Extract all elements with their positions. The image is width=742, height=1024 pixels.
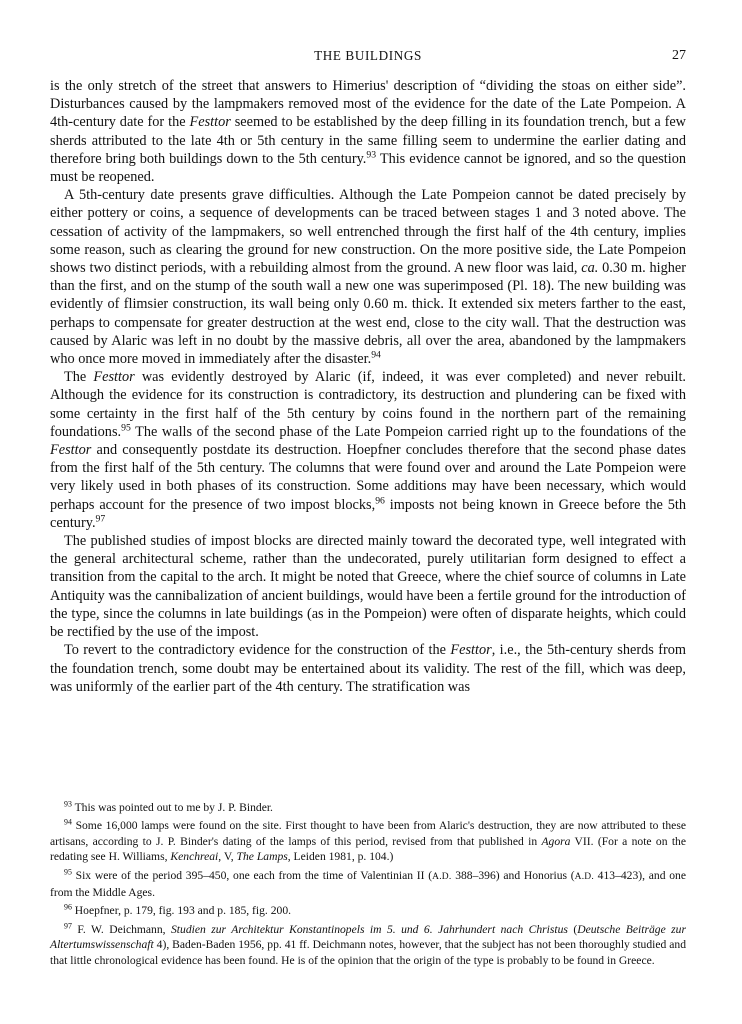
italic-text: Festtor	[50, 442, 92, 459]
footnote-number: 93	[64, 799, 72, 809]
text-run: VII. (For a note on the redating see H. Williams,	[50, 834, 686, 864]
footnote-number: 97	[64, 921, 72, 931]
italic-text: Festtor	[450, 642, 492, 659]
italic-text: Festtor	[93, 369, 135, 386]
text-run: seemed to be established by the deep filling in its foundation trench, but a few sherds attributed to the late 4th or 5th century in the same filling seem to undermine the earlier dating and therefore bring both buildings down to the 5th century.	[50, 114, 687, 167]
footnote	[50, 922, 686, 968]
text-run: A 5th-century date presents grave difficulties. Although the Late Pompeion cannot be dated precisely by either pottery or coins, a sequence of developments can be traced between stages 1 and 3 noted above. The cessation of activity of the lampmakers, so well entrenched through the first half of the 4th century, implies some reason, such as clearing the ground for new construction. On the more positive side, the Late Pompeion shows two distinct periods, with a rebuilding almost from the ground. A new floor was laid,	[50, 187, 686, 277]
text-run: and consequently postdate its destruction. Hoepfner concludes therefore that the second phase dates from the first half of the 5th century. The columns that were found over and around the Late Pompeion were very likely used in both phases of its construction. Some additions may have been necessary, which would perhaps account for the presence of two impost blocks,	[50, 442, 686, 513]
text-run: was evidently destroyed by Alaric (if, indeed, it was ever completed) and never rebuilt. Although the evidence for its construction is contradictory, its destruction and plundering can be fixed with some certainty in the first half of the 5th century by coins found in the northern part of the remaining foundations.	[50, 369, 686, 440]
text-run: 0.30 m. higher than the first, and on the stump of the south wall a new one was superimposed (Pl. 18). The new building was evidently of flimsier construction, its wall being only 0.60 m. thick. It extended six meters farther to the east, perhaps to compensate for greater destruction at the west end, close to the city wall. That the destruction was caused by Alaric was left in no doubt by the massive debris, all over the area, abandoned by the lampmakers who once more moved in immediately after the disaster.	[50, 260, 686, 368]
text-run: 4), Baden-Baden 1956, pp. 41 ff. Deichmann notes, however, that the subject has not been thoroughly studied and that little chronological evidence has been found. He is of the opinion that the origin of the type is probably to be found in Greece.	[50, 938, 686, 967]
text-run: imposts not being known in Greece before the 5th century.	[50, 496, 686, 531]
text-run: 388–396) and Honorius (	[451, 868, 575, 882]
small-caps-text: A.D.	[432, 871, 452, 882]
italic-text: Studien zur Architektur Konstantinopels im 5. und 6. Jahrhundert nach Christus	[171, 922, 568, 936]
text-run: , Leiden 1981, p. 104.)	[287, 850, 394, 864]
text-run: 413–423), and one from the Middle Ages.	[50, 868, 686, 900]
text-run: , i.e., the 5th-century sherds from the foundation trench, some doubt may be entertained about its validity. The rest of the fill, which was deep, was uniformly of the earlier part of the 4th century. The stratification was	[50, 642, 686, 695]
text-run: Six were of the period 395–450, one each from the time of Valentinian II (	[75, 868, 433, 882]
footnote-ref: 96	[375, 495, 385, 507]
footnote-number: 94	[64, 818, 72, 828]
italic-text: Festtor	[189, 114, 231, 131]
footnote-ref: 95	[121, 422, 131, 434]
body-paragraph	[50, 186, 686, 368]
text-run: F. W. Deichmann,	[77, 922, 171, 936]
footnote-ref: 97	[95, 513, 106, 525]
footnote-ref: 93	[366, 149, 377, 161]
footnote	[50, 818, 686, 864]
running-title: THE BUILDINGS	[314, 48, 422, 63]
italic-text: Kenchreai	[170, 850, 219, 864]
text-run: , V,	[218, 850, 237, 864]
small-caps-text: A.D.	[574, 871, 594, 882]
footnote	[50, 903, 686, 918]
text-run: To revert to the contradictory evidence for the construction of the	[64, 642, 451, 659]
italic-text: The Lamps	[236, 850, 288, 864]
text-run: The	[64, 369, 94, 386]
italic-text: Agora	[541, 834, 571, 848]
page-header	[50, 48, 686, 66]
footnote-number: 96	[64, 903, 72, 913]
body-paragraph	[50, 532, 686, 641]
footnote-ref: 94	[371, 349, 381, 361]
text-run: This was pointed out to me by J. P. Binder.	[74, 801, 273, 814]
body-paragraph	[50, 641, 686, 696]
text-run: The walls of the second phase of the Late Pompeion carried right up to the foundations of the	[130, 423, 686, 440]
text-run: (	[567, 922, 578, 936]
text-run: Some 16,000 lamps were found on the site. First thought to have been from Alaric's destruction, they are now attributed to these artisans, according to J. P. Binder's dating of the lamps of this period, revised from that published in	[50, 819, 686, 848]
body-text	[50, 77, 686, 696]
footnote	[50, 868, 686, 901]
footnote-number: 95	[64, 867, 72, 877]
italic-text: Deutsche Beiträge zur Altertumswissenschaft	[50, 922, 686, 952]
footnote	[50, 800, 686, 815]
text-run: is the only stretch of the street that answers to Himerius' description of “dividing the stoas on either side”. Disturbances caused by the lampmakers removed most of the evidence for the date of the Late Pompeion. A 4th-century date for the	[50, 78, 686, 131]
italic-text: ca.	[581, 260, 599, 277]
text-run: Hoepfner, p. 179, fig. 193 and p. 185, fig. 200.	[74, 904, 292, 918]
page-number: 27	[672, 48, 686, 63]
body-paragraph	[50, 368, 686, 532]
footnotes	[50, 800, 686, 971]
body-paragraph	[50, 77, 686, 186]
text-run: The published studies of impost blocks are directed mainly toward the decorated type, well integrated with the general architectural scheme, rather than the undecorated, purely utilitarian form designed to effect a transition from the capital to the arch. It might be noted that Greece, where the chief source of columns in Late Antiquity was the cannibalization of ancient buildings, would have been a fertile ground for the introduction of the type, since the columns in late buildings (as in the Pompeion) were often of disparate heights, which could be rectified by the use of the impost.	[50, 533, 686, 641]
text-run: This evidence cannot be ignored, and so the question must be reopened.	[50, 150, 686, 186]
